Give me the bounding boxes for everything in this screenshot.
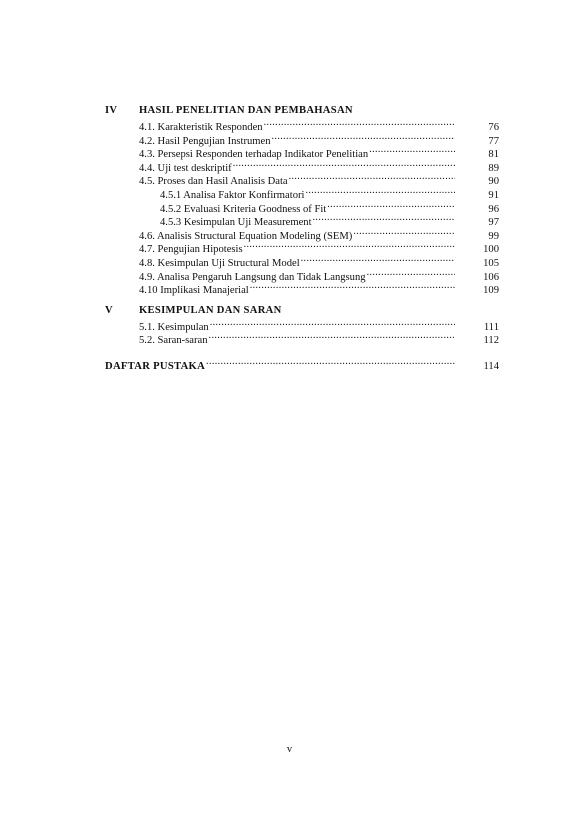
dot-leader	[301, 253, 455, 266]
chapter-heading	[105, 304, 499, 317]
chapter-number: V	[105, 304, 113, 316]
toc-entry-label: 4.9. Analisa Pengaruh Langsung dan Tidak Langsung	[139, 271, 366, 283]
dot-leader	[305, 185, 455, 198]
toc-entry-label: 5.1. Kesimpulan	[139, 321, 209, 333]
toc-entry-page: 106	[483, 271, 499, 283]
toc-entry-label: 5.2. Saran-saran	[139, 335, 208, 347]
toc-entry-label: 4.10 Implikasi Manajerial	[139, 285, 249, 297]
dot-leader	[289, 171, 455, 184]
bibliography-label: DAFTAR PUSTAKA	[105, 360, 206, 372]
toc-entry-page: 99	[488, 230, 499, 242]
toc-entry-page: 77	[488, 135, 499, 147]
toc-entry-page: 81	[488, 149, 499, 161]
toc-entry-page: 105	[483, 257, 499, 269]
dot-leader	[210, 317, 455, 330]
toc-entry-page: 112	[483, 335, 499, 347]
toc-entry-page: 91	[488, 189, 499, 201]
toc-entry[interactable]	[105, 317, 499, 331]
toc-entry-page: 76	[488, 122, 499, 133]
toc-entry[interactable]	[105, 117, 499, 131]
dot-leader	[272, 131, 455, 144]
toc-entry-page: 97	[488, 217, 499, 229]
page-number: v	[286, 744, 293, 755]
toc-entry-label: 4.6. Analisis Structural Equation Modeling (SEM)	[139, 230, 353, 242]
toc-entry-label: 4.5. Proses dan Hasil Analisis Data	[139, 176, 288, 188]
bibliography-page: 114	[483, 360, 499, 372]
chapter-title: HASIL PENELITIAN DAN PEMBAHASAN	[139, 105, 353, 116]
chapter-title: KESIMPULAN DAN SARAN	[139, 304, 282, 316]
toc-entry-label: 4.3. Persepsi Responden terhadap Indikator Penelitian	[139, 149, 369, 161]
toc-entry-label: 4.1. Karakteristik Responden	[139, 122, 263, 133]
toc-entry-page: 90	[488, 176, 499, 188]
dot-leader	[233, 158, 455, 171]
toc-entry-page: 111	[483, 321, 499, 333]
toc-entry-label: 4.8. Kesimpulan Uji Structural Model	[139, 257, 300, 269]
chapter-heading	[105, 104, 499, 117]
table-of-contents	[105, 104, 499, 370]
dot-leader	[353, 226, 455, 239]
bibliography-entry[interactable]	[105, 356, 499, 370]
dot-leader	[264, 117, 455, 130]
toc-entry-page: 89	[488, 162, 499, 174]
dot-leader	[369, 144, 455, 157]
dot-leader	[250, 280, 455, 293]
toc-entry-label: 4.5.2 Evaluasi Kriteria Goodness of Fit	[160, 203, 327, 215]
toc-entry-label: 4.7. Pengujian Hipotesis	[139, 244, 243, 256]
toc-entry-label: 4.5.1 Analisa Faktor Konfirmatori	[160, 189, 305, 201]
toc-entry-page: 109	[483, 285, 499, 297]
dot-leader	[244, 239, 455, 252]
dot-leader	[327, 199, 455, 212]
toc-entry-label: 4.4. Uji test deskriptif	[139, 162, 232, 174]
dot-leader	[313, 212, 455, 225]
dot-leader	[206, 356, 455, 369]
chapter-number: IV	[105, 105, 118, 116]
dot-leader	[367, 267, 455, 280]
dot-leader	[209, 330, 455, 343]
toc-entry-label: 4.5.3 Kesimpulan Uji Measurement	[160, 217, 312, 229]
toc-entry-page: 96	[488, 203, 499, 215]
toc-entry-label: 4.2. Hasil Pengujian Instrumen	[139, 135, 271, 147]
toc-entry-page: 100	[483, 244, 499, 256]
